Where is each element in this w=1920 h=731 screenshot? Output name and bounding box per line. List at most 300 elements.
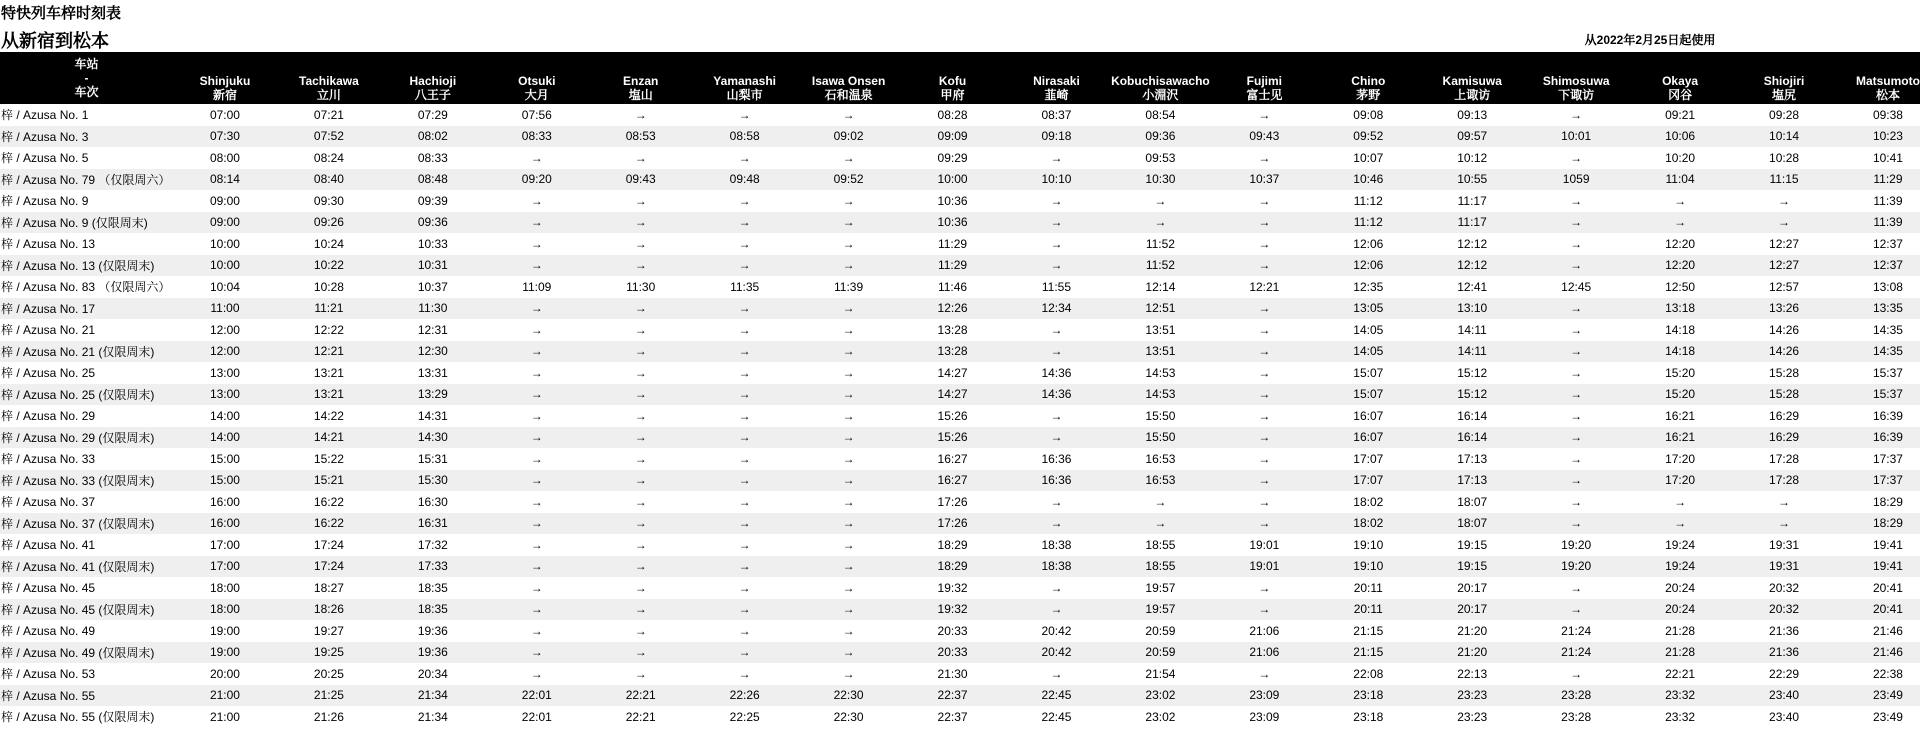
time-cell: 07:00: [209, 107, 240, 122]
time-cell: 10:23: [1872, 129, 1903, 144]
time-cell: 19:27: [313, 623, 344, 638]
time-cell: →: [1570, 322, 1583, 337]
time-cell: 22:21: [625, 688, 656, 703]
train-name-cell: 梓 / Azusa No. 45: [1, 581, 96, 596]
time-cell: →: [1674, 215, 1687, 230]
time-cell: 17:33: [417, 559, 448, 574]
table-row: [0, 276, 1920, 298]
time-cell: →: [842, 559, 855, 574]
time-cell: →: [1050, 430, 1063, 445]
time-cell: 13:00: [209, 387, 240, 402]
train-name-cell: 梓 / Azusa No. 13: [1, 237, 96, 252]
time-cell: 16:21: [1665, 430, 1696, 445]
time-cell: 08:48: [417, 172, 448, 187]
time-cell: 10:04: [209, 279, 240, 294]
time-cell: 10:46: [1353, 172, 1384, 187]
train-name-cell: 梓 / Azusa No. 25 (仅限周末): [1, 387, 155, 402]
table-row: [0, 319, 1920, 341]
train-name-cell: 梓 / Azusa No. 45 (仅限周末): [1, 602, 155, 617]
time-cell: 20:32: [1769, 602, 1800, 617]
table-row: [0, 298, 1920, 320]
time-cell: 13:21: [313, 387, 344, 402]
time-cell: →: [1050, 494, 1063, 509]
time-cell: →: [842, 645, 855, 660]
time-cell: 23:49: [1872, 688, 1903, 703]
time-cell: 12:37: [1872, 236, 1903, 251]
time-cell: 23:28: [1561, 688, 1592, 703]
time-cell: 12:35: [1353, 279, 1384, 294]
station-header: [277, 52, 381, 104]
time-cell: →: [1050, 580, 1063, 595]
time-cell: 15:22: [313, 451, 344, 466]
time-cell: 11:12: [1353, 215, 1383, 230]
time-cell: 13:08: [1872, 279, 1903, 294]
time-cell: 07:29: [417, 107, 448, 122]
time-cell: 09:13: [1457, 107, 1488, 122]
time-cell: 15:28: [1769, 387, 1800, 402]
time-cell: 14:27: [937, 365, 968, 380]
time-cell: 12:27: [1769, 258, 1800, 273]
table-row: [0, 513, 1920, 535]
time-cell: 21:28: [1665, 645, 1696, 660]
time-cell: 12:21: [1249, 279, 1280, 294]
train-name-cell: 梓 / Azusa No. 49: [1, 624, 96, 639]
time-cell: →: [738, 516, 751, 531]
time-cell: →: [1050, 150, 1063, 165]
train-name-cell: 梓 / Azusa No. 41: [1, 538, 96, 553]
train-name-cell: 梓 / Azusa No. 83 （仅限周六）: [1, 280, 171, 295]
time-cell: 10:01: [1561, 129, 1592, 144]
time-cell: →: [842, 494, 855, 509]
time-cell: →: [738, 344, 751, 359]
time-cell: 10:00: [209, 236, 240, 251]
time-cell: 11:29: [937, 236, 968, 251]
time-cell: 14:26: [1769, 344, 1800, 359]
table-row: [0, 126, 1920, 148]
train-name-cell: 梓 / Azusa No. 1: [1, 108, 89, 123]
time-cell: 21:46: [1872, 623, 1903, 638]
train-name-cell: 梓 / Azusa No. 9 (仅限周末): [1, 215, 148, 230]
time-cell: 20:00: [209, 666, 240, 681]
time-cell: 12:31: [417, 322, 448, 337]
station-header: [485, 52, 589, 104]
station-name-en: Nirasaki: [1033, 74, 1080, 88]
time-cell: 18:07: [1457, 494, 1488, 509]
time-cell: →: [634, 387, 647, 402]
time-cell: →: [738, 473, 751, 488]
time-cell: 08:37: [1041, 107, 1072, 122]
time-cell: 19:32: [937, 580, 968, 595]
time-cell: 22:45: [1041, 709, 1072, 724]
time-cell: 17:20: [1665, 473, 1696, 488]
time-cell: →: [1258, 215, 1271, 230]
time-cell: 23:09: [1249, 709, 1280, 724]
train-name-cell: 梓 / Azusa No. 29: [1, 409, 96, 424]
time-cell: 18:29: [1872, 516, 1903, 531]
time-cell: 17:28: [1769, 473, 1800, 488]
time-cell: →: [1258, 236, 1271, 251]
time-cell: →: [842, 215, 855, 230]
time-cell: 10:20: [1665, 150, 1696, 165]
time-cell: 13:29: [417, 387, 448, 402]
station-header: [1212, 52, 1316, 104]
time-cell: →: [634, 150, 647, 165]
time-cell: →: [738, 107, 751, 122]
time-cell: →: [842, 430, 855, 445]
time-cell: →: [1154, 494, 1167, 509]
time-cell: 20:33: [937, 645, 968, 660]
time-cell: →: [738, 236, 751, 251]
time-cell: 18:55: [1145, 559, 1176, 574]
time-cell: →: [530, 516, 543, 531]
time-cell: →: [738, 602, 751, 617]
time-cell: →: [530, 344, 543, 359]
corner-separator: -: [84, 71, 89, 85]
table-row: [0, 556, 1920, 578]
station-header: [901, 52, 1005, 104]
time-cell: →: [1258, 430, 1271, 445]
time-cell: 16:53: [1145, 473, 1176, 488]
table-row: [0, 599, 1920, 621]
time-cell: 22:26: [729, 688, 760, 703]
time-cell: 20:17: [1457, 580, 1488, 595]
time-cell: →: [634, 430, 647, 445]
time-cell: 19:31: [1769, 537, 1800, 552]
time-cell: 21:36: [1769, 623, 1800, 638]
time-cell: 20:17: [1457, 602, 1488, 617]
time-cell: →: [1258, 494, 1271, 509]
time-cell: 21:15: [1353, 645, 1384, 660]
time-cell: 09:00: [209, 193, 240, 208]
time-cell: →: [634, 580, 647, 595]
time-cell: 19:57: [1145, 602, 1176, 617]
time-cell: →: [530, 215, 543, 230]
time-cell: 12:21: [313, 344, 344, 359]
time-cell: 09:53: [1145, 150, 1176, 165]
time-cell: →: [738, 494, 751, 509]
time-cell: →: [842, 236, 855, 251]
station-name-en: Kofu: [938, 74, 967, 88]
time-cell: →: [1258, 365, 1271, 380]
time-cell: →: [738, 623, 751, 638]
station-header: [1316, 52, 1420, 104]
time-cell: →: [738, 215, 751, 230]
time-cell: 19:15: [1457, 537, 1488, 552]
time-cell: →: [738, 301, 751, 316]
time-cell: 17:37: [1872, 451, 1903, 466]
time-cell: →: [530, 258, 543, 273]
train-name-cell: 梓 / Azusa No. 53: [1, 667, 96, 682]
time-cell: 14:21: [313, 430, 344, 445]
time-cell: 12:06: [1353, 258, 1384, 273]
time-cell: 11:52: [1145, 258, 1175, 273]
train-name-cell: 梓 / Azusa No. 25: [1, 366, 96, 381]
time-cell: →: [530, 236, 543, 251]
time-cell: →: [1258, 516, 1271, 531]
time-cell: 18:07: [1457, 516, 1488, 531]
time-cell: 09:09: [937, 129, 968, 144]
timetable-header: [0, 52, 1920, 104]
time-cell: →: [842, 580, 855, 595]
table-row: [0, 169, 1920, 191]
table-row: [0, 642, 1920, 664]
time-cell: 15:07: [1353, 387, 1384, 402]
time-cell: 20:24: [1665, 580, 1696, 595]
station-name-en: Enzan: [623, 74, 659, 88]
time-cell: 20:25: [313, 666, 344, 681]
station-name-zh: 小淵沢: [1142, 88, 1179, 102]
time-cell: 09:52: [1353, 129, 1384, 144]
time-cell: 14:35: [1872, 344, 1903, 359]
train-name-cell: 梓 / Azusa No. 21: [1, 323, 96, 338]
time-cell: 13:28: [937, 322, 968, 337]
table-row: [0, 384, 1920, 406]
time-cell: 21:24: [1561, 645, 1592, 660]
station-name-zh: 山梨市: [726, 88, 763, 102]
station-name-zh: 松本: [1875, 88, 1900, 102]
time-cell: →: [634, 408, 647, 423]
time-cell: →: [530, 537, 543, 552]
time-cell: 21:34: [417, 709, 448, 724]
time-cell: 11:04: [1665, 172, 1695, 187]
time-cell: 12:37: [1872, 258, 1903, 273]
time-cell: 17:28: [1769, 451, 1800, 466]
time-cell: 21:28: [1665, 623, 1696, 638]
time-cell: 13:51: [1145, 344, 1176, 359]
time-cell: →: [530, 559, 543, 574]
time-cell: 21:20: [1457, 645, 1488, 660]
time-cell: 09:57: [1457, 129, 1488, 144]
time-cell: →: [1050, 602, 1063, 617]
train-name-cell: 梓 / Azusa No. 9: [1, 194, 89, 209]
time-cell: 07:52: [313, 129, 344, 144]
time-cell: 21:15: [1353, 623, 1384, 638]
time-cell: 11:09: [522, 279, 552, 294]
time-cell: 22:30: [833, 688, 864, 703]
time-cell: 21:24: [1561, 623, 1592, 638]
time-cell: 12:45: [1561, 279, 1592, 294]
time-cell: 14:53: [1145, 365, 1176, 380]
time-cell: 17:24: [313, 559, 344, 574]
time-cell: 09:21: [1665, 107, 1696, 122]
time-cell: 18:35: [417, 580, 448, 595]
time-cell: 10:07: [1353, 150, 1384, 165]
time-cell: 10:33: [417, 236, 448, 251]
time-cell: 21:34: [417, 688, 448, 703]
time-cell: 19:01: [1249, 537, 1280, 552]
time-cell: 19:10: [1353, 537, 1384, 552]
time-cell: 17:00: [209, 559, 240, 574]
time-cell: 10:12: [1457, 150, 1488, 165]
time-cell: 08:53: [625, 129, 656, 144]
time-cell: →: [530, 645, 543, 660]
time-cell: 20:59: [1145, 645, 1176, 660]
time-cell: 13:21: [313, 365, 344, 380]
time-cell: 13:00: [209, 365, 240, 380]
time-cell: 14:05: [1353, 344, 1384, 359]
station-name-zh: 新宿: [212, 88, 237, 102]
time-cell: 19:25: [313, 645, 344, 660]
time-cell: 15:12: [1457, 365, 1488, 380]
time-cell: 11:29: [937, 258, 968, 273]
time-cell: 15:28: [1769, 365, 1800, 380]
time-cell: 15:20: [1665, 365, 1696, 380]
time-cell: 14:31: [417, 408, 448, 423]
time-cell: 12:00: [209, 322, 240, 337]
time-cell: 11:29: [1873, 172, 1903, 187]
time-cell: →: [530, 408, 543, 423]
time-cell: →: [738, 408, 751, 423]
time-cell: 22:37: [937, 688, 968, 703]
time-cell: 08:00: [209, 150, 240, 165]
time-cell: 19:00: [209, 623, 240, 638]
time-cell: →: [842, 473, 855, 488]
time-cell: 11:39: [1873, 215, 1903, 230]
time-cell: 09:02: [833, 129, 864, 144]
table-row: [0, 341, 1920, 363]
time-cell: →: [1570, 408, 1583, 423]
time-cell: 11:35: [730, 279, 760, 294]
time-cell: 19:41: [1872, 537, 1903, 552]
table-row: [0, 534, 1920, 556]
station-name-en: Shimosuwa: [1542, 74, 1610, 88]
time-cell: →: [634, 322, 647, 337]
time-cell: 11:46: [937, 279, 968, 294]
header-corner: [0, 52, 173, 104]
time-cell: 21:26: [313, 709, 344, 724]
table-row: [0, 706, 1920, 728]
station-name-en: Fujimi: [1246, 74, 1283, 88]
time-cell: 15:20: [1665, 387, 1696, 402]
time-cell: 18:38: [1041, 559, 1072, 574]
time-cell: 15:31: [417, 451, 448, 466]
time-cell: 21:06: [1249, 623, 1280, 638]
time-cell: 19:15: [1457, 559, 1488, 574]
time-cell: 18:29: [937, 559, 968, 574]
time-cell: 12:06: [1353, 236, 1384, 251]
time-cell: 22:21: [1665, 666, 1696, 681]
time-cell: 23:23: [1457, 688, 1488, 703]
time-cell: →: [634, 258, 647, 273]
station-name-en: Yamanashi: [713, 74, 776, 88]
time-cell: 22:29: [1769, 666, 1800, 681]
time-cell: 23:32: [1665, 688, 1696, 703]
time-cell: →: [1050, 258, 1063, 273]
station-header: [1524, 52, 1628, 104]
train-name-cell: 梓 / Azusa No. 33: [1, 452, 96, 467]
corner-train-label: 车次: [74, 85, 99, 99]
time-cell: 15:26: [937, 408, 968, 423]
time-cell: 11:30: [626, 279, 656, 294]
time-cell: →: [1570, 473, 1583, 488]
time-cell: →: [738, 365, 751, 380]
station-name-zh: 八王子: [414, 88, 451, 102]
time-cell: 22:45: [1041, 688, 1072, 703]
time-cell: →: [1154, 193, 1167, 208]
time-cell: →: [1258, 387, 1271, 402]
time-cell: 14:05: [1353, 322, 1384, 337]
time-cell: →: [1570, 494, 1583, 509]
time-cell: 18:02: [1353, 494, 1384, 509]
time-cell: 17:20: [1665, 451, 1696, 466]
time-cell: →: [1778, 494, 1791, 509]
time-cell: 12:51: [1145, 301, 1176, 316]
time-cell: 12:20: [1665, 258, 1696, 273]
time-cell: 14:22: [313, 408, 344, 423]
time-cell: 10:10: [1041, 172, 1072, 187]
time-cell: →: [1570, 236, 1583, 251]
time-cell: 18:29: [1872, 494, 1903, 509]
time-cell: →: [634, 473, 647, 488]
time-cell: 16:14: [1457, 408, 1488, 423]
time-cell: 23:18: [1353, 709, 1384, 724]
time-cell: →: [738, 559, 751, 574]
time-cell: →: [738, 537, 751, 552]
station-name-en: Shiojiri: [1763, 74, 1805, 88]
time-cell: →: [634, 365, 647, 380]
time-cell: →: [1570, 258, 1583, 273]
time-cell: 17:13: [1457, 451, 1488, 466]
time-cell: 16:30: [417, 494, 448, 509]
time-cell: →: [842, 365, 855, 380]
time-cell: 11:12: [1353, 193, 1383, 208]
time-cell: 12:26: [937, 301, 968, 316]
station-name-en: Kamisuwa: [1442, 74, 1502, 88]
time-cell: 17:26: [937, 494, 968, 509]
time-cell: 20:32: [1769, 580, 1800, 595]
station-name-en: Shinjuku: [199, 74, 251, 88]
time-cell: →: [842, 516, 855, 531]
time-cell: 14:53: [1145, 387, 1176, 402]
time-cell: →: [738, 430, 751, 445]
time-cell: →: [842, 258, 855, 273]
time-cell: →: [530, 494, 543, 509]
table-row: [0, 427, 1920, 449]
time-cell: 19:36: [417, 645, 448, 660]
time-cell: 23:02: [1145, 688, 1176, 703]
time-cell: 12:00: [209, 344, 240, 359]
time-cell: 20:42: [1041, 645, 1072, 660]
time-cell: 18:00: [209, 602, 240, 617]
time-cell: →: [1570, 516, 1583, 531]
table-row: [0, 190, 1920, 212]
timetable: [0, 52, 1920, 728]
station-name-zh: 冈谷: [1668, 88, 1693, 102]
time-cell: 16:00: [209, 494, 240, 509]
time-cell: 16:07: [1353, 430, 1384, 445]
time-cell: →: [1258, 322, 1271, 337]
time-cell: →: [1050, 322, 1063, 337]
time-cell: →: [634, 537, 647, 552]
time-cell: →: [1258, 580, 1271, 595]
station-name-en: Matsumoto: [1855, 74, 1920, 88]
time-cell: 19:24: [1665, 559, 1696, 574]
time-cell: →: [842, 193, 855, 208]
time-cell: 20:34: [417, 666, 448, 681]
station-header: [173, 52, 277, 104]
time-cell: 20:59: [1145, 623, 1176, 638]
time-cell: 21:30: [937, 666, 968, 681]
time-cell: →: [738, 150, 751, 165]
time-cell: →: [1258, 344, 1271, 359]
time-cell: →: [842, 107, 855, 122]
time-cell: →: [842, 344, 855, 359]
time-cell: 09:20: [521, 172, 552, 187]
time-cell: 22:01: [521, 709, 552, 724]
station-header: [693, 52, 797, 104]
time-cell: →: [1778, 193, 1791, 208]
time-cell: 19:41: [1872, 559, 1903, 574]
